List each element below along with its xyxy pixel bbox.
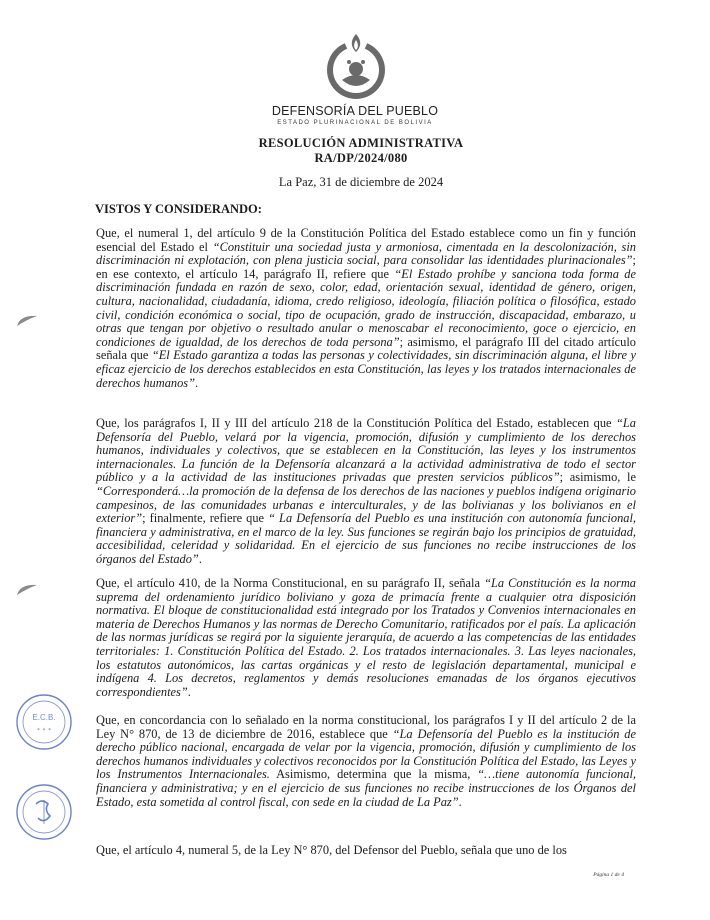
org-name: DEFENSORÍA DEL PUEBLO: [271, 104, 439, 118]
paragraph-text: ; en ese contexto, el artículo 14, parágrafo II, refiere que: [96, 253, 636, 281]
defensoria-logo-icon: [325, 32, 387, 104]
svg-text:✶ ✶ ✶: ✶ ✶ ✶: [36, 727, 52, 733]
paragraph-text: Que, el artículo 4, numeral 5, de la Ley N° 870, del Defensor del Pueblo, señala que uno de los: [96, 843, 567, 857]
paragraph-text: .: [187, 684, 191, 699]
org-subtitle: ESTADO PLURINACIONAL DE BOLIVIA: [277, 120, 433, 126]
binder-hole-icon: [16, 313, 38, 327]
date-line: La Paz, 31 de diciembre de 2024: [278, 175, 444, 189]
quoted-text: “La Defensoría del Pueblo, velará por la vigencia, promoción, difusión y cumplimiento de los derechos humanos, individuales y colectivos, que se establecen en la Constitución, las leyes y los instrumentos internacionales. La función de la Defensoría alcanzará a la actividad administrativa de todo el sector público y a la actividad de las instituciones privadas que presten servicios públicos”: [96, 416, 636, 485]
quoted-text: “El Estado garantiza a todas las personas y colectividades, sin discriminación alguna, el libre y eficaz ejercicio de los derechos establecidos en esta Constitución, las leyes y los tratados internacionales de derechos humanos”: [96, 348, 636, 390]
paragraph: [96, 417, 636, 567]
quoted-text: “El Estado prohíbe y sanciona toda forma de discriminación fundada en razón de sexo, color, edad, orientación sexual, identidad de género, origen, cultura, nacionalidad, ciudadanía, idioma, credo religioso, ideología, filiación política o filosófica, estado civil, condición económica o social, tipo de ocupación, grado de instrucción, discapacidad, embarazo, u otras que tengan por objetivo o resultado anular o menoscabar el reconocimiento, goce o ejercicio, en condiciones de igualdad, de los derechos de toda persona”: [96, 266, 636, 349]
binder-hole-icon: [16, 582, 38, 596]
section-heading: VISTOS Y CONSIDERANDO:: [95, 202, 262, 216]
quoted-text: “ La Defensoría del Pueblo es una institución con autonomía funcional, financiera y administrativa, en el marco de la ley. Sus funciones se regirán bajo los principios de gratuidad, accesibilidad, celeridad y solidaridad. En el ejercicio de sus funciones no recibe instrucciones de los órganos del Estado”: [96, 511, 636, 566]
paragraph-text: Que, el numeral 1, del artículo 9 de la Constitución Política del Estado establece como un fin y función esencial del Estado el: [96, 226, 636, 254]
resolution-number: RA/DP/2024/080: [314, 151, 408, 165]
quoted-text: “La Defensoría del Pueblo es la institución de derecho público nacional, encargada de velar por la vigencia, promoción, difusión y cumplimiento de los derechos humanos individuales y colectivos reconocidos por la Constitución Política del Estado, las Leyes y los Instrumentos Internacionales.: [96, 726, 636, 782]
official-seal-stamp-icon: [14, 682, 72, 762]
quoted-text: “Corresponderá…la promoción de la defensa de los derechos de las naciones y pueblos indígena originario campesinos, de las comunidades urbanas e interculturales, y de las bolivianas y los bolivianos en el exterior”: [96, 483, 636, 526]
paragraph: [96, 577, 636, 699]
svg-text:E.C.B.: E.C.B.: [32, 713, 56, 722]
quoted-text: “Constituir una sociedad justa y armoniosa, cimentada en la descolonización, sin discriminación ni explotación, con plena justicia social, para consolidar las identidades plurinacionales”: [96, 239, 636, 268]
paragraph-text: ; finalmente, refiere que: [142, 511, 269, 526]
paragraph-text: Que, en concordancia con lo señalado en la norma constitucional, los parágrafos I y II del artículo 2 de la Ley N° 870, de 13 de diciembre de 2016, establece que: [96, 713, 636, 741]
quoted-text: “La Constitución es la norma suprema del ordenamiento jurídico boliviano y goza de primacía frente a cualquier otra disposición normativa. El bloque de constitucionalidad está integrado por los Tratados y Convenios internacionales en materia de Derechos Humanos y las normas de Derecho Comunitario, ratificados por el país. La aplicación de las normas jurídicas se regirá por la siguiente jerarquía, de acuerdo a las competencias de las entidades territoriales: 1. Constitución Política del Estado. 2. Los tratados internacionales. 3. Las leyes nacionales, los estatutos autonómicos, las cartas orgánicas y el resto de legislación departamental, municipal e indígena 4. Los decretos, reglamentos y demás resoluciones emanadas de los órganos ejecutivos correspondientes”: [96, 576, 636, 699]
resolution-title: RESOLUCIÓN ADMINISTRATIVA: [258, 136, 464, 150]
official-seal-stamp-icon: [14, 774, 72, 854]
paragraph-text: .: [458, 794, 462, 809]
paragraph-text: .: [195, 375, 199, 390]
paragraph-text: ; asimismo, el parágrafo III del citado artículo señala que: [96, 334, 636, 363]
paragraph-text: .: [198, 551, 202, 566]
paragraph: [96, 227, 636, 390]
paragraph-text: Que, el artículo 410, de la Norma Constitucional, en su parágrafo II, señala: [96, 576, 485, 590]
quoted-text: “…tiene autonomía funcional, financiera y administrativa; y en el ejercicio de sus funciones no recibe instrucciones de los Órganos del Estado, esta sometida al control fiscal, con sede en la ciudad de La Paz”: [96, 767, 636, 809]
paragraph: [96, 714, 636, 809]
paragraph-text: ; asimismo, le: [559, 470, 636, 485]
paragraph-text: Que, los parágrafos I, II y III del artículo 218 de la Constitución Política del Estado, establecen que: [96, 416, 617, 430]
paragraph: [96, 844, 641, 858]
paragraph-text: Asimismo, determina que la misma,: [269, 767, 478, 782]
page-number: Página 1 de 4: [593, 872, 624, 878]
